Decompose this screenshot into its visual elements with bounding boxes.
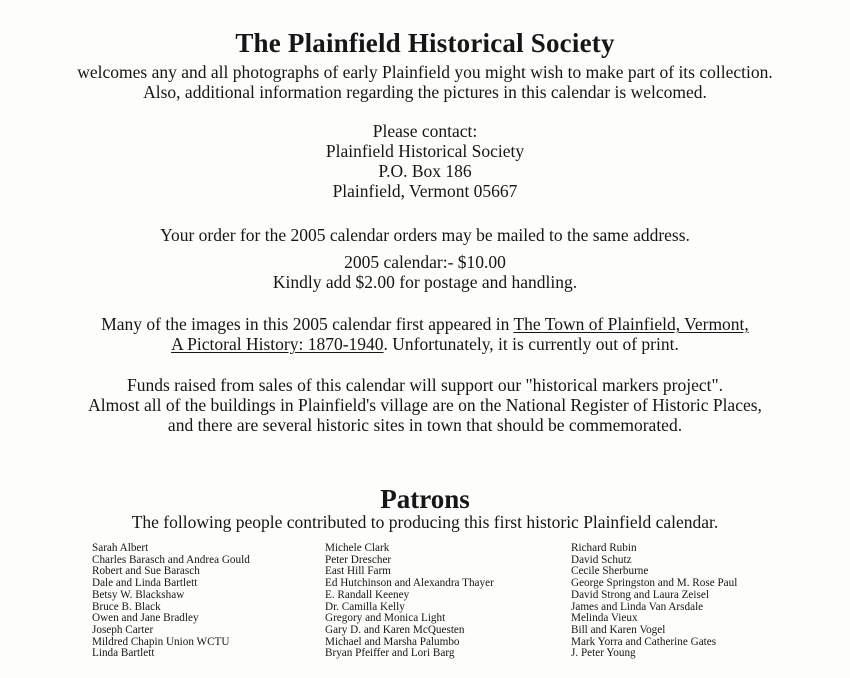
patron-name: East Hill Farm [325,565,391,578]
patron-name: James and Linda Van Arsdale [571,600,704,613]
book-title-line-2: A Pictoral History: 1870-1940 [171,334,384,354]
patrons-column-2 [325,543,494,660]
patrons-intro: The following people contributed to producing this first historic Plainfield calendar. [131,512,719,532]
book-title-line-1: The Town of Plainfield, Vermont, [513,314,749,334]
patron-name: Cecile Sherburne [571,565,649,578]
intro-line: welcomes any and all photographs of early Plainfield you might wish to make part of its collection. [77,62,773,82]
images-note-prefix: Many of the images in this 2005 calendar first appeared in [101,314,514,334]
images-note [0,314,850,354]
patron-name: Richard Rubin [571,542,637,554]
funds-line: and there are several historic sites in town that should be commemorated. [167,415,683,435]
patron-name: Sarah Albert [92,542,149,554]
patron-name: E. Randall Keeney [325,588,410,601]
patron-name: Linda Bartlett [92,647,155,660]
patron-name: Mildred Chapin Union WCTU [92,635,230,648]
images-note-line-1 [0,314,850,334]
patron-name: David Schutz [571,553,632,566]
patron-name: Ed Hutchinson and Alexandra Thayer [325,577,494,590]
patron-name: Joseph Carter [92,623,154,636]
patron-name: J. Peter Young [571,647,636,660]
intro-line: Also, additional information regarding the pictures in this calendar is welcomed. [143,82,707,102]
images-note-line-2 [0,334,850,354]
order-line: Your order for the 2005 calendar orders may be mailed to the same address. [160,225,690,245]
patron-name: Bryan Pfeiffer and Lori Barg [325,647,455,660]
postage-line: Kindly add $2.00 for postage and handling. [272,272,578,292]
patron-name: Charles Barasch and Andrea Gould [92,553,250,566]
images-note-suffix: . Unfortunately, it is currently out of print. [383,334,679,354]
patron-name: George Springston and M. Rose Paul [571,577,738,590]
patron-name: Dale and Linda Bartlett [92,577,198,590]
patron-name: Betsy W. Blackshaw [92,588,185,601]
patron-name: Gregory and Monica Light [325,612,446,625]
patron-name: Peter Drescher [325,553,392,566]
patron-name: Dr. Camilla Kelly [325,600,405,613]
funds-line: Almost all of the buildings in Plainfield's village are on the National Register of Historic Places, [88,395,762,415]
patron-name: Bill and Karen Vogel [571,623,666,636]
patron-name: Michele Clark [325,542,390,554]
patron-name: Michael and Marsha Palumbo [325,635,460,648]
contact-box: P.O. Box 186 [378,161,472,181]
patrons-column-3 [571,543,737,660]
contact-block [0,121,850,201]
patron-name: Bruce B. Black [92,600,161,613]
patrons-heading: Patrons [380,484,470,514]
patron-name: Robert and Sue Barasch [92,565,200,578]
page-title: The Plainfield Historical Society [235,28,615,58]
contact-city: Plainfield, Vermont 05667 [332,181,518,201]
intro-paragraph [0,62,850,102]
contact-name: Plainfield Historical Society [325,141,525,161]
funds-line: Funds raised from sales of this calendar will support our "historical markers project". [126,375,724,395]
patron-name: Mark Yorra and Catherine Gates [571,635,717,648]
patron-name: David Strong and Laura Zeisel [571,588,709,601]
funds-paragraph [0,375,850,435]
contact-label: Please contact: [372,121,478,141]
patrons-column-1 [92,543,250,660]
price-line: 2005 calendar:- $10.00 [344,252,506,272]
order-note [0,225,850,245]
price-block [0,252,850,292]
patron-name: Owen and Jane Bradley [92,612,199,625]
patron-name: Gary D. and Karen McQuesten [325,623,465,636]
patron-name: Melinda Vieux [571,612,638,625]
